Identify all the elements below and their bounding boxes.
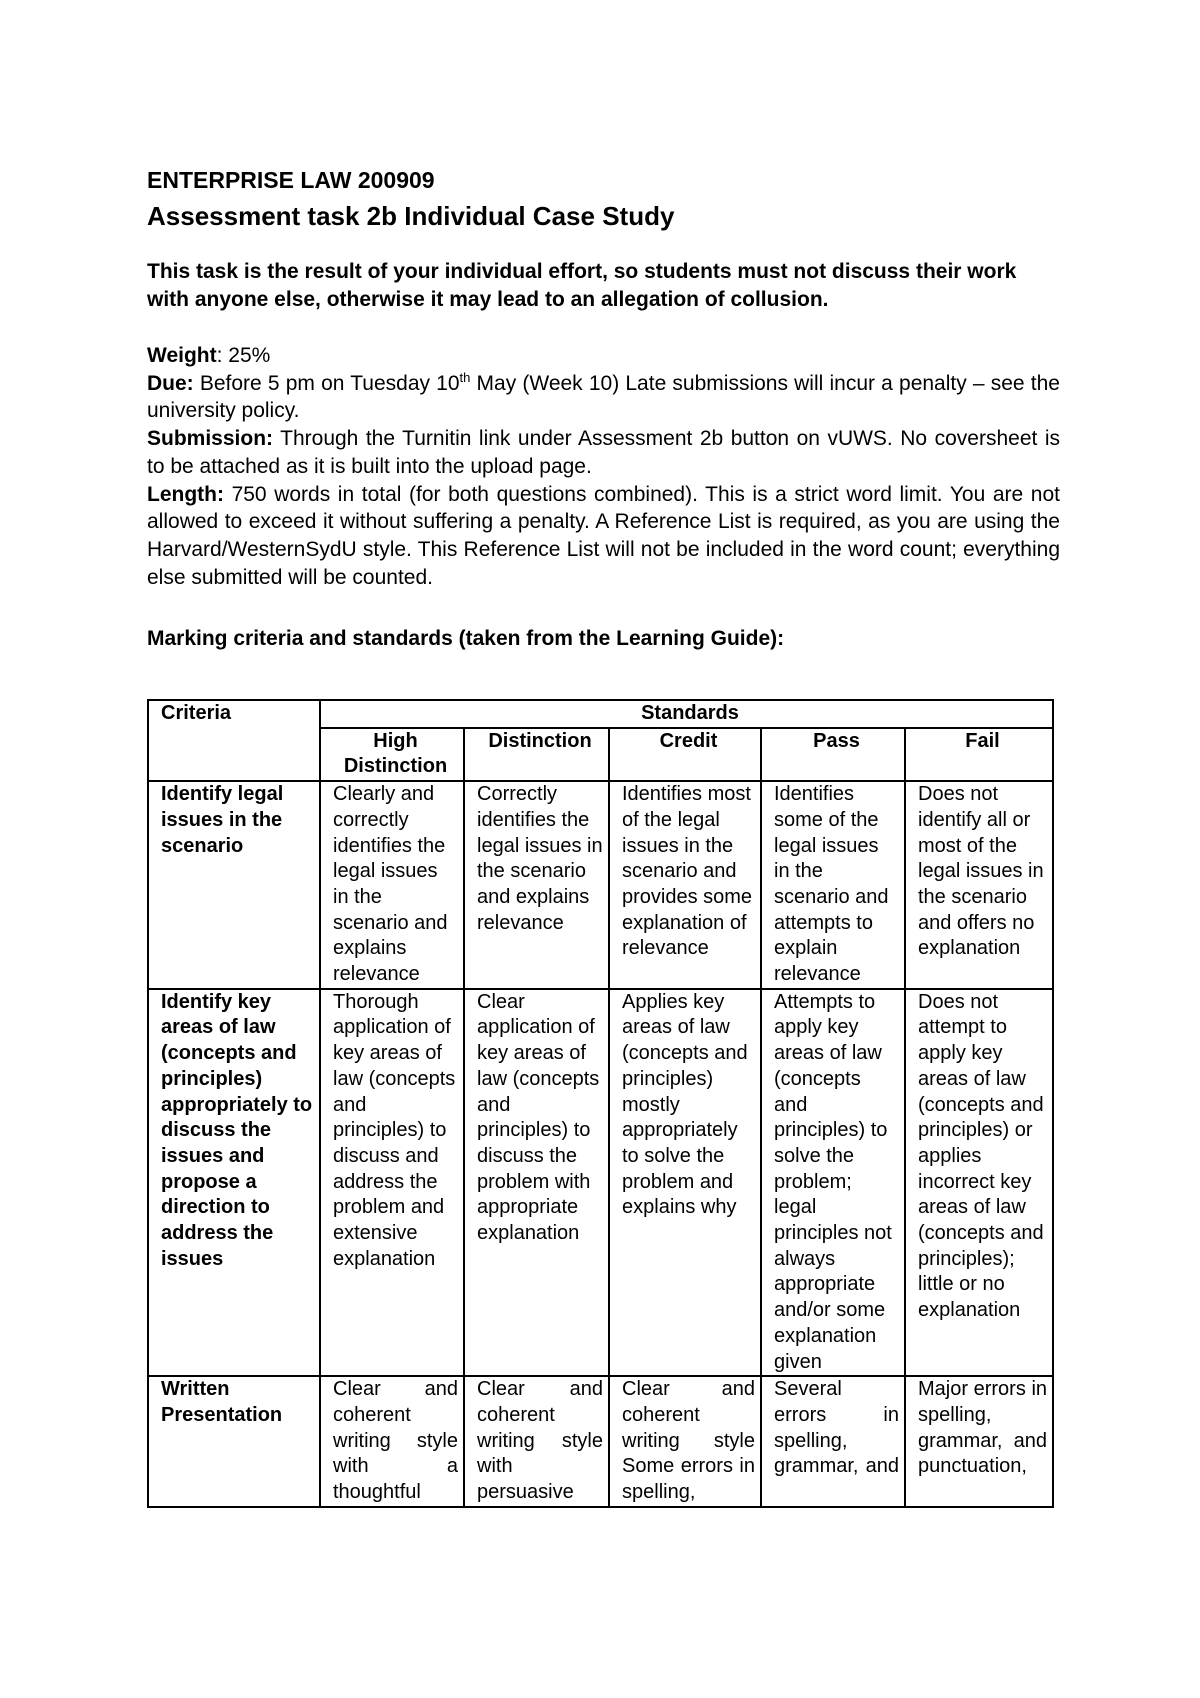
submission-label: Submission:	[147, 427, 274, 451]
standard-cell: Thorough application of key areas of law (concepts and principles) to discuss and address the problem and extensive explanation	[320, 989, 464, 1377]
level-header: Distinction	[464, 728, 609, 781]
due-sup: th	[459, 369, 471, 385]
standard-cell: Clearly and correctly identifies the legal issues in the scenario and explains relevance	[320, 781, 464, 989]
due-label: Due:	[147, 371, 194, 395]
task-title: Assessment task 2b Individual Case Study	[147, 201, 675, 231]
weight-label: Weight	[147, 344, 217, 367]
standard-cell: Does not attempt to apply key areas of law (concepts and principles) or applies incorrect key areas of law (concepts and principles); little or no explanation	[905, 989, 1053, 1377]
weight-value: : 25%	[216, 344, 271, 367]
standards-column-header: Standards	[320, 700, 1053, 728]
criteria-heading: Marking criteria and standards (taken from the Learning Guide):	[147, 627, 785, 651]
rubric-header-row	[148, 700, 1053, 728]
rubric-row	[148, 989, 1053, 1377]
level-header: Pass	[761, 728, 905, 781]
criteria-column-header: Criteria	[148, 700, 320, 781]
submission-text: Through the Turnitin link under Assessment 2b button on vUWS. No coversheet is to be attached as it is built into the upload page.	[147, 427, 1060, 478]
due-text-before: Before 5 pm on Tuesday 10	[193, 371, 460, 395]
rubric-row	[148, 781, 1053, 989]
length-label: Length:	[147, 482, 224, 506]
weight-line	[147, 342, 1060, 370]
level-header: Credit	[609, 728, 761, 781]
due-line	[147, 370, 1060, 425]
criterion-cell: Identify legal issues in the scenario	[148, 781, 320, 989]
standard-cell: Major errors in spelling, grammar, and punctuation,	[905, 1376, 1053, 1507]
course-title: ENTERPRISE LAW 200909	[147, 167, 435, 193]
marking-rubric-table	[147, 699, 1054, 1508]
document-page	[147, 165, 1060, 653]
standard-cell: Attempts to apply key areas of law (concepts and principles) to solve the problem; legal principles not always appropriate and/or some explanation given	[761, 989, 905, 1377]
standard-cell: Identifies some of the legal issues in the scenario and attempts to explain relevance	[761, 781, 905, 989]
due-text-after: May (Week 10) Late submissions will incur a penalty – see the university policy.	[147, 371, 1060, 423]
submission-line	[147, 425, 1060, 480]
criterion-cell: Identify key areas of law (concepts and principles) appropriately to discuss the issues and propose a direction to address the issues	[148, 989, 320, 1377]
collusion-warning: This task is the result of your individual effort, so students must not discuss their work with anyone else, otherwise it may lead to an allegation of collusion.	[147, 260, 1017, 311]
standard-cell: Several errors in spelling, grammar, and	[761, 1376, 905, 1507]
assessment-details	[147, 342, 1060, 591]
standard-cell: Clear application of key areas of law (concepts and principles) to discuss the problem with appropriate explanation	[464, 989, 609, 1377]
standard-cell: Clear and coherent writing style with persuasive	[464, 1376, 609, 1507]
standard-cell: Clear and coherent writing style Some errors in spelling,	[609, 1376, 761, 1507]
standard-cell: Identifies most of the legal issues in the scenario and provides some explanation of relevance	[609, 781, 761, 989]
rubric-row	[148, 1376, 1053, 1507]
standard-cell: Applies key areas of law (concepts and principles) mostly appropriately to solve the problem and explains why	[609, 989, 761, 1377]
criterion-cell: Written Presentation	[148, 1376, 320, 1507]
level-header: Fail	[905, 728, 1053, 781]
standard-cell: Clear and coherent writing style with a thoughtful	[320, 1376, 464, 1507]
standard-cell: Does not identify all or most of the legal issues in the scenario and offers no explanation	[905, 781, 1053, 989]
length-line	[147, 481, 1060, 592]
standard-cell: Correctly identifies the legal issues in the scenario and explains relevance	[464, 781, 609, 989]
length-text: 750 words in total (for both questions combined). This is a strict word limit. You are not allowed to exceed it without suffering a penalty. A Reference List is required, as you are using the Harvard/WesternSydU style. This Reference List will not be included in the word count; everything else submitted will be counted.	[147, 482, 1060, 589]
level-header: High Distinction	[320, 728, 464, 781]
